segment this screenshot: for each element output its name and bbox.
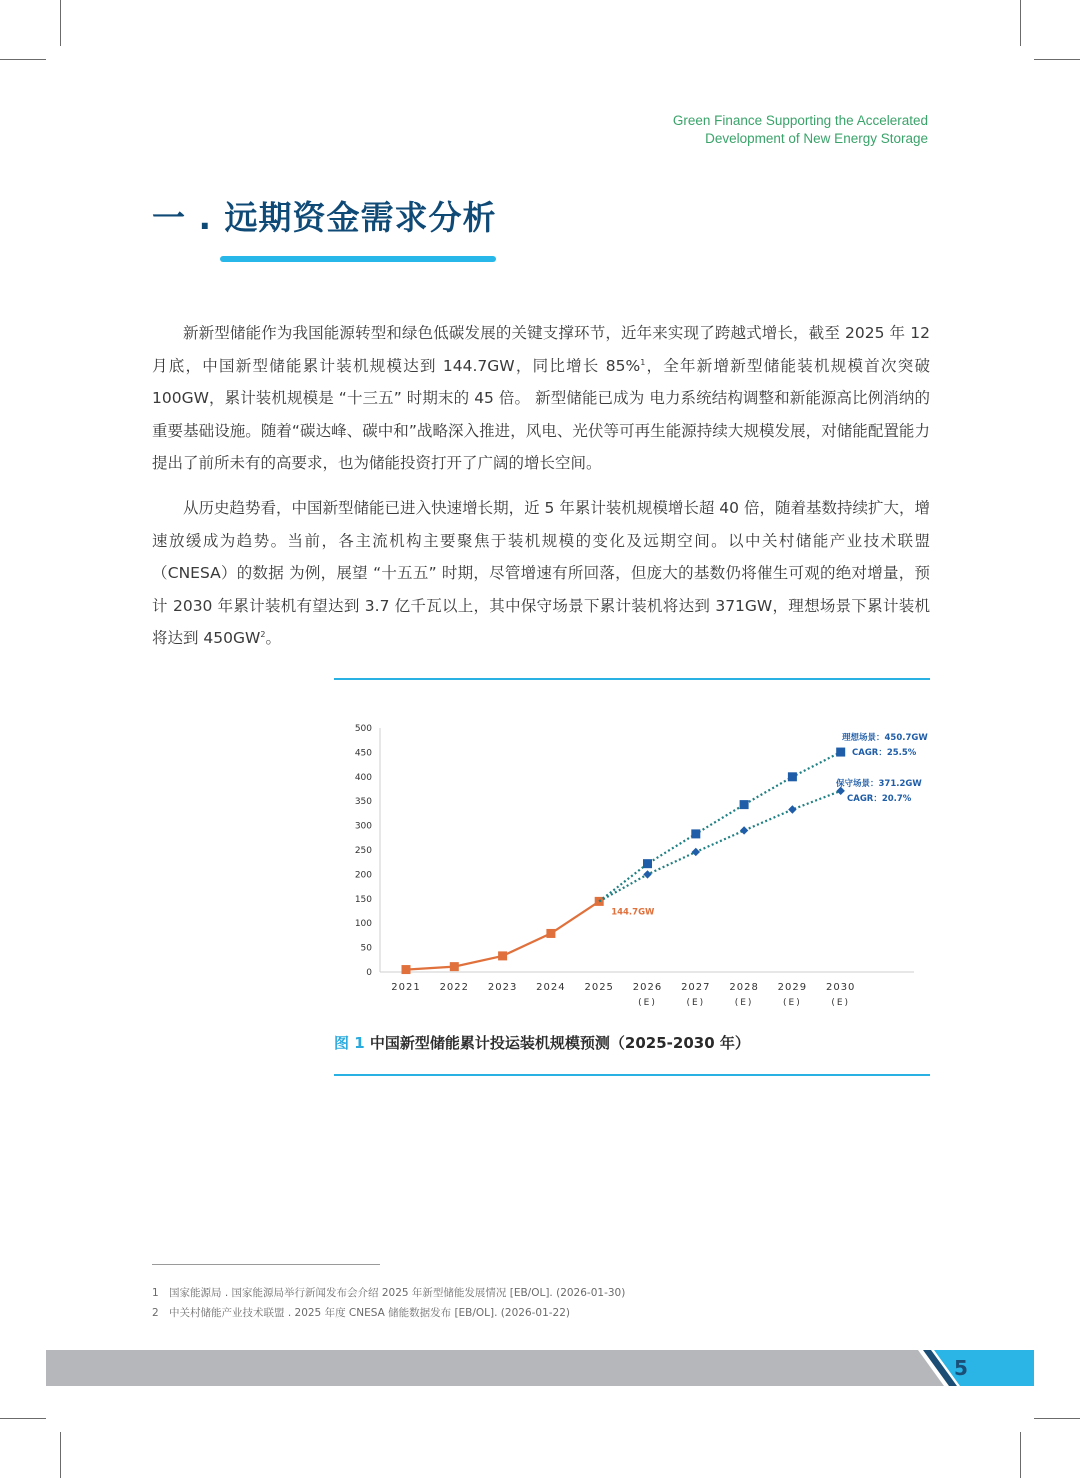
x-tick-label: 2023 xyxy=(487,982,518,993)
conservative-forecast-point xyxy=(740,826,748,834)
y-tick-label: 200 xyxy=(354,870,372,881)
figure-number: 图 1 xyxy=(334,1034,365,1052)
x-tick-label: 2021 xyxy=(391,982,421,993)
x-tick-label: 2029 xyxy=(777,982,808,993)
forecast-series-line xyxy=(599,791,841,902)
x-tick-label: 2027 xyxy=(681,982,711,993)
x-tick-label: 2025 xyxy=(584,982,614,993)
running-header-line: Green Finance Supporting the Accelerated xyxy=(672,113,928,128)
ideal-forecast-point xyxy=(643,859,652,868)
installed-capacity-chart xyxy=(334,700,930,1020)
figure-bottom-rule xyxy=(334,1074,930,1076)
y-tick-label: 350 xyxy=(354,797,372,808)
paragraph-text: ，全年新增新型储能装机规模首次突破 100GW，累计装机规模是 “十三五” 时期末的 45 倍。 新型储能已成为 电力系统结构调整和新能源高比例消纳的重要基础设施。随着“碳达峰、碳中和”战略深入推进，风电、光伏等可再生能源持续大规模发展，对储能配置能力提出了前所未有的高要求，也为储能投资打开了广阔的增长空间。 xyxy=(152,356,930,472)
x-tick-sublabel: (E) xyxy=(638,998,657,1008)
historical-point xyxy=(546,929,555,938)
conservative-forecast-point xyxy=(788,805,796,813)
y-tick-label: 0 xyxy=(366,968,372,978)
crop-mark xyxy=(1034,59,1080,60)
x-tick-sublabel: (E) xyxy=(734,998,754,1008)
x-tick-label: 2028 xyxy=(729,982,759,993)
y-tick-label: 250 xyxy=(354,846,372,856)
paragraph-1 xyxy=(152,317,930,480)
x-tick-sublabel: (E) xyxy=(686,998,706,1008)
historical-point xyxy=(450,962,459,971)
crop-mark xyxy=(1034,1418,1080,1419)
x-tick-label: 2026 xyxy=(632,982,663,993)
historical-point xyxy=(498,951,507,960)
crop-mark xyxy=(60,1432,61,1478)
footnote-1 xyxy=(152,1285,625,1300)
ideal-forecast-point xyxy=(691,829,700,838)
footnote-number: 2 xyxy=(152,1307,159,1319)
footnote-ref[interactable]: 1 xyxy=(640,357,646,367)
ideal-forecast-point xyxy=(788,772,797,781)
footnote-2 xyxy=(152,1305,570,1320)
forecast-series-line xyxy=(599,752,841,901)
ideal-forecast-point xyxy=(740,800,749,809)
crop-mark xyxy=(1020,1432,1021,1478)
annotation-conservative-scenario: 保守场景：371.2GW xyxy=(836,779,922,789)
page-number: 5 xyxy=(954,1356,968,1380)
y-tick-label: 450 xyxy=(354,748,372,759)
footnote-text: 中关村储能产业技术联盟 . 2025 年度 CNESA 储能数据发布 [EB/OL]. (2026-01-22) xyxy=(169,1307,571,1319)
y-tick-label: 500 xyxy=(354,724,372,734)
y-tick-label: 100 xyxy=(354,919,372,930)
x-tick-label: 2030 xyxy=(825,982,856,993)
annotation-ideal-cagr: CAGR：25.5% xyxy=(852,748,917,758)
paragraph-text: 。 xyxy=(265,629,281,647)
y-tick-label: 50 xyxy=(360,943,372,954)
running-header xyxy=(508,112,928,148)
title-underline xyxy=(220,256,496,262)
figure-caption-text: 中国新型储能累计投运装机规模预测（2025-2030 年） xyxy=(369,1034,750,1052)
crop-mark xyxy=(60,0,61,46)
historical-point xyxy=(402,965,411,974)
section-title: 一 . 远期资金需求分析 xyxy=(152,198,497,237)
x-tick-sublabel: (E) xyxy=(783,998,802,1008)
paragraph-text: 新新型储能作为我国能源转型和绿色低碳发展的关键支撑环节，近年来实现了跨越式增长，截至 2025 年 12 月底，中国新型储能累计装机规模达到 144.7GW，同比增长 85% xyxy=(152,324,930,375)
annotation-conservative-cagr: CAGR：20.7% xyxy=(847,794,912,804)
footnote-divider xyxy=(152,1264,380,1265)
annotation-2025-value: 144.7GW xyxy=(611,907,655,918)
x-tick-label: 2024 xyxy=(536,982,566,993)
paragraph-text: 从历史趋势看，中国新型储能已进入快速增长期，近 5 年累计装机规模增长超 40 倍，随着基数持续扩大，增速放缓成为趋势。当前，各主流机构主要聚焦于装机规模的变化及远期空间。以中关村储能产业技术联盟（CNESA）的数据 为例，展望 “十五五” 时期，尽管增速有所回落，但庞大的基数仍将催生可观的绝对增量，预计 2030 年累计装机有望达到 3.7 亿千瓦以上，其中保守场景下累计装机将达到 371GW，理想场景下累计装机将达到 450GW xyxy=(152,499,930,647)
annotation-ideal-scenario: 理想场景：450.7GW xyxy=(842,733,928,743)
crop-mark xyxy=(1020,0,1021,46)
footnote-text: 国家能源局 . 国家能源局举行新闻发布会介绍 2025 年新型储能发展情况 [EB/OL]. (2026-01-30) xyxy=(169,1287,626,1299)
running-header-line: Development of New Energy Storage xyxy=(705,131,928,146)
y-tick-label: 150 xyxy=(354,894,372,905)
x-tick-label: 2022 xyxy=(439,982,470,993)
ideal-forecast-point xyxy=(836,748,845,757)
paragraph-2 xyxy=(152,492,930,655)
conservative-forecast-point xyxy=(643,870,651,878)
figure-top-rule xyxy=(334,678,930,680)
footer-bar xyxy=(46,1350,1034,1386)
footnote-number: 1 xyxy=(152,1287,159,1299)
y-tick-label: 400 xyxy=(354,772,372,783)
crop-mark xyxy=(0,1418,46,1419)
figure-caption xyxy=(334,1032,750,1053)
y-tick-label: 300 xyxy=(354,821,372,832)
footnote-ref[interactable]: 2 xyxy=(260,629,266,639)
crop-mark xyxy=(0,59,46,60)
conservative-forecast-point xyxy=(692,848,700,856)
x-tick-sublabel: (E) xyxy=(831,998,851,1008)
